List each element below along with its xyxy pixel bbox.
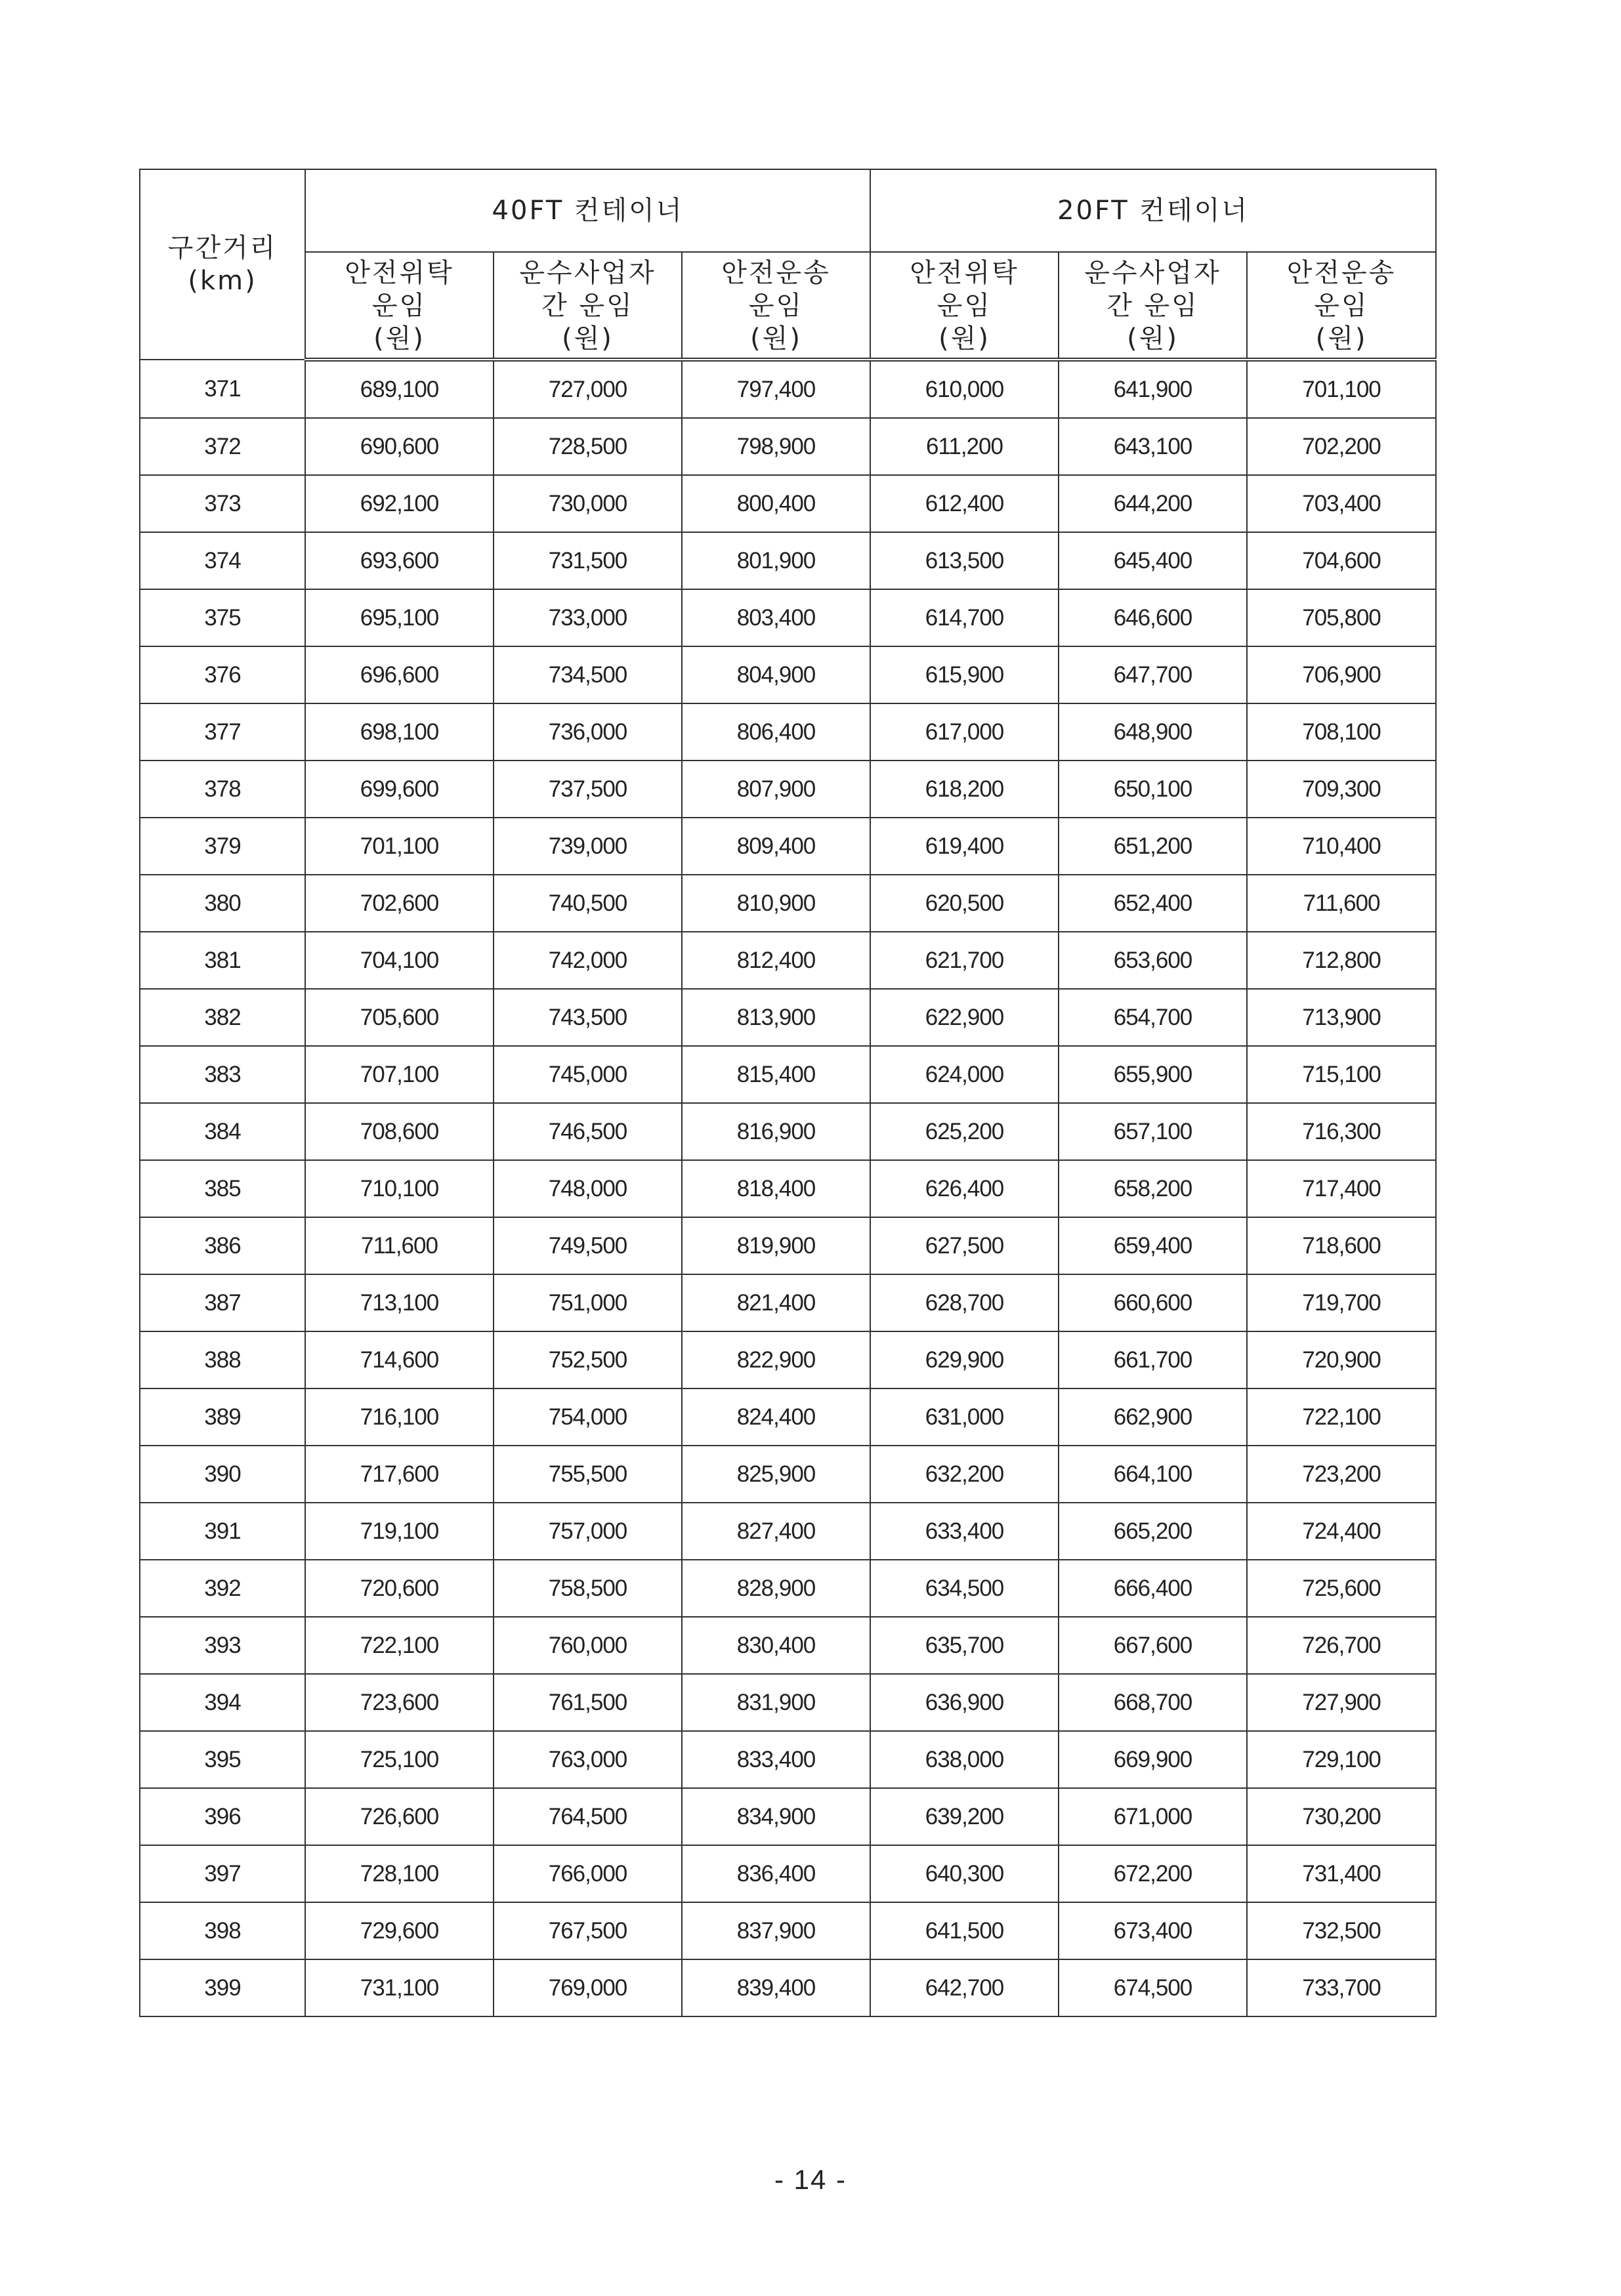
table-row <box>140 1217 1436 1274</box>
cell-40ft-consign: 722,100 <box>305 1617 494 1674</box>
cell-40ft-operator: 766,000 <box>494 1845 682 1902</box>
table-row <box>140 1902 1436 1959</box>
cell-20ft-operator: 658,200 <box>1059 1160 1247 1217</box>
cell-20ft-operator: 671,000 <box>1059 1788 1247 1845</box>
cell-40ft-consign: 689,100 <box>305 360 494 418</box>
cell-20ft-consign: 614,700 <box>870 589 1059 646</box>
cell-20ft-consign: 627,500 <box>870 1217 1059 1274</box>
cell-40ft-consign: 714,600 <box>305 1331 494 1388</box>
table-row <box>140 1731 1436 1788</box>
cell-20ft-operator: 667,600 <box>1059 1617 1247 1674</box>
cell-20ft-consign: 619,400 <box>870 818 1059 875</box>
cell-20ft-consign: 632,200 <box>870 1446 1059 1503</box>
cell-distance-km: 386 <box>140 1217 305 1274</box>
cell-20ft-consign: 612,400 <box>870 475 1059 532</box>
cell-40ft-operator: 737,500 <box>494 761 682 818</box>
cell-40ft-operator: 769,000 <box>494 1959 682 2016</box>
cell-40ft-transport: 818,400 <box>682 1160 870 1217</box>
cell-40ft-consign: 726,600 <box>305 1788 494 1845</box>
cell-20ft-consign: 642,700 <box>870 1959 1059 2016</box>
cell-20ft-transport: 725,600 <box>1247 1560 1436 1617</box>
cell-distance-km: 389 <box>140 1388 305 1446</box>
cell-20ft-consign: 629,900 <box>870 1331 1059 1388</box>
cell-40ft-operator: 730,000 <box>494 475 682 532</box>
cell-40ft-transport: 797,400 <box>682 360 870 418</box>
table-row <box>140 1503 1436 1560</box>
cell-20ft-transport: 726,700 <box>1247 1617 1436 1674</box>
cell-40ft-operator: 748,000 <box>494 1160 682 1217</box>
table-body <box>140 360 1436 2016</box>
cell-distance-km: 398 <box>140 1902 305 1959</box>
cell-20ft-transport: 715,100 <box>1247 1046 1436 1103</box>
cell-40ft-transport: 806,400 <box>682 703 870 761</box>
cell-40ft-operator: 754,000 <box>494 1388 682 1446</box>
cell-20ft-transport: 703,400 <box>1247 475 1436 532</box>
cell-distance-km: 390 <box>140 1446 305 1503</box>
cell-40ft-transport: 810,900 <box>682 875 870 932</box>
cell-20ft-transport: 709,300 <box>1247 761 1436 818</box>
cell-40ft-transport: 798,900 <box>682 418 870 475</box>
cell-40ft-operator: 751,000 <box>494 1274 682 1331</box>
cell-40ft-transport: 813,900 <box>682 989 870 1046</box>
cell-20ft-consign: 625,200 <box>870 1103 1059 1160</box>
table-row <box>140 589 1436 646</box>
cell-40ft-transport: 834,900 <box>682 1788 870 1845</box>
cell-40ft-transport: 809,400 <box>682 818 870 875</box>
cell-20ft-operator: 651,200 <box>1059 818 1247 875</box>
cell-40ft-consign: 717,600 <box>305 1446 494 1503</box>
cell-20ft-transport: 731,400 <box>1247 1845 1436 1902</box>
cell-40ft-consign: 710,100 <box>305 1160 494 1217</box>
cell-20ft-operator: 654,700 <box>1059 989 1247 1046</box>
cell-20ft-operator: 645,400 <box>1059 532 1247 589</box>
table-row <box>140 1274 1436 1331</box>
table-row <box>140 989 1436 1046</box>
cell-40ft-consign: 708,600 <box>305 1103 494 1160</box>
cell-distance-km: 384 <box>140 1103 305 1160</box>
cell-distance-km: 395 <box>140 1731 305 1788</box>
cell-20ft-consign: 635,700 <box>870 1617 1059 1674</box>
cell-20ft-operator: 659,400 <box>1059 1217 1247 1274</box>
table-row <box>140 1845 1436 1902</box>
cell-20ft-consign: 626,400 <box>870 1160 1059 1217</box>
cell-40ft-operator: 736,000 <box>494 703 682 761</box>
cell-40ft-operator: 752,500 <box>494 1331 682 1388</box>
cell-40ft-consign: 698,100 <box>305 703 494 761</box>
cell-20ft-operator: 662,900 <box>1059 1388 1247 1446</box>
cell-20ft-operator: 652,400 <box>1059 875 1247 932</box>
cell-20ft-operator: 664,100 <box>1059 1446 1247 1503</box>
table-row <box>140 1617 1436 1674</box>
cell-distance-km: 377 <box>140 703 305 761</box>
rate-table <box>139 169 1437 2017</box>
table-row <box>140 875 1436 932</box>
cell-20ft-operator: 648,900 <box>1059 703 1247 761</box>
cell-20ft-transport: 706,900 <box>1247 646 1436 703</box>
cell-20ft-transport: 730,200 <box>1247 1788 1436 1845</box>
cell-distance-km: 399 <box>140 1959 305 2016</box>
table-row <box>140 1560 1436 1617</box>
cell-distance-km: 383 <box>140 1046 305 1103</box>
cell-40ft-consign: 695,100 <box>305 589 494 646</box>
cell-distance-km: 371 <box>140 360 305 418</box>
cell-20ft-consign: 640,300 <box>870 1845 1059 1902</box>
cell-40ft-consign: 701,100 <box>305 818 494 875</box>
cell-40ft-operator: 755,500 <box>494 1446 682 1503</box>
cell-distance-km: 396 <box>140 1788 305 1845</box>
cell-20ft-operator: 673,400 <box>1059 1902 1247 1959</box>
cell-20ft-consign: 628,700 <box>870 1274 1059 1331</box>
cell-40ft-operator: 764,500 <box>494 1788 682 1845</box>
cell-40ft-operator: 740,500 <box>494 875 682 932</box>
cell-20ft-consign: 638,000 <box>870 1731 1059 1788</box>
cell-20ft-operator: 661,700 <box>1059 1331 1247 1388</box>
cell-20ft-operator: 647,700 <box>1059 646 1247 703</box>
cell-20ft-consign: 621,700 <box>870 932 1059 989</box>
cell-40ft-transport: 837,900 <box>682 1902 870 1959</box>
cell-distance-km: 393 <box>140 1617 305 1674</box>
cell-40ft-operator: 728,500 <box>494 418 682 475</box>
cell-20ft-transport: 718,600 <box>1247 1217 1436 1274</box>
cell-20ft-transport: 720,900 <box>1247 1331 1436 1388</box>
cell-40ft-consign: 690,600 <box>305 418 494 475</box>
cell-distance-km: 388 <box>140 1331 305 1388</box>
cell-40ft-transport: 821,400 <box>682 1274 870 1331</box>
table-row <box>140 932 1436 989</box>
cell-distance-km: 373 <box>140 475 305 532</box>
cell-20ft-operator: 660,600 <box>1059 1274 1247 1331</box>
cell-20ft-consign: 624,000 <box>870 1046 1059 1103</box>
cell-40ft-operator: 727,000 <box>494 360 682 418</box>
cell-40ft-transport: 800,400 <box>682 475 870 532</box>
cell-20ft-operator: 666,400 <box>1059 1560 1247 1617</box>
cell-40ft-consign: 720,600 <box>305 1560 494 1617</box>
cell-20ft-consign: 613,500 <box>870 532 1059 589</box>
table-row <box>140 646 1436 703</box>
cell-20ft-operator: 650,100 <box>1059 761 1247 818</box>
cell-40ft-operator: 760,000 <box>494 1617 682 1674</box>
cell-20ft-consign: 620,500 <box>870 875 1059 932</box>
cell-40ft-transport: 822,900 <box>682 1331 870 1388</box>
table-row <box>140 1331 1436 1388</box>
cell-20ft-operator: 641,900 <box>1059 360 1247 418</box>
cell-40ft-transport: 819,900 <box>682 1217 870 1274</box>
cell-40ft-operator: 758,500 <box>494 1560 682 1617</box>
cell-20ft-transport: 716,300 <box>1247 1103 1436 1160</box>
cell-20ft-transport: 732,500 <box>1247 1902 1436 1959</box>
cell-40ft-consign: 702,600 <box>305 875 494 932</box>
header-distance <box>140 169 305 360</box>
table-row <box>140 1103 1436 1160</box>
cell-20ft-consign: 617,000 <box>870 703 1059 761</box>
cell-40ft-transport: 830,400 <box>682 1617 870 1674</box>
cell-20ft-operator: 644,200 <box>1059 475 1247 532</box>
table-row <box>140 475 1436 532</box>
cell-40ft-consign: 707,100 <box>305 1046 494 1103</box>
header-distance-label: 구간거리 <box>167 233 278 263</box>
cell-20ft-transport: 710,400 <box>1247 818 1436 875</box>
table-row <box>140 1788 1436 1845</box>
cell-40ft-transport: 828,900 <box>682 1560 870 1617</box>
cell-20ft-consign: 611,200 <box>870 418 1059 475</box>
cell-20ft-transport: 708,100 <box>1247 703 1436 761</box>
cell-20ft-operator: 655,900 <box>1059 1046 1247 1103</box>
cell-40ft-transport: 803,400 <box>682 589 870 646</box>
cell-40ft-consign: 729,600 <box>305 1902 494 1959</box>
cell-distance-km: 380 <box>140 875 305 932</box>
cell-20ft-consign: 618,200 <box>870 761 1059 818</box>
cell-20ft-consign: 636,900 <box>870 1674 1059 1731</box>
cell-40ft-transport: 831,900 <box>682 1674 870 1731</box>
page-number: - 14 - <box>774 2164 847 2195</box>
cell-distance-km: 381 <box>140 932 305 989</box>
cell-40ft-transport: 816,900 <box>682 1103 870 1160</box>
cell-20ft-transport: 702,200 <box>1247 418 1436 475</box>
table-row <box>140 1160 1436 1217</box>
cell-distance-km: 392 <box>140 1560 305 1617</box>
table-header <box>140 169 1436 360</box>
cell-20ft-operator: 657,100 <box>1059 1103 1247 1160</box>
cell-distance-km: 391 <box>140 1503 305 1560</box>
header-20ft-consign-rate: 안전위탁 운임 (원) <box>870 252 1059 360</box>
cell-20ft-transport: 705,800 <box>1247 589 1436 646</box>
cell-40ft-operator: 742,000 <box>494 932 682 989</box>
header-40ft-operator-rate: 운수사업자 간 운임 (원) <box>494 252 682 360</box>
cell-20ft-operator: 643,100 <box>1059 418 1247 475</box>
cell-40ft-operator: 733,000 <box>494 589 682 646</box>
cell-distance-km: 387 <box>140 1274 305 1331</box>
table-row <box>140 1674 1436 1731</box>
cell-40ft-consign: 719,100 <box>305 1503 494 1560</box>
cell-40ft-operator: 743,500 <box>494 989 682 1046</box>
cell-20ft-transport: 712,800 <box>1247 932 1436 989</box>
cell-40ft-transport: 807,900 <box>682 761 870 818</box>
table-row <box>140 703 1436 761</box>
cell-20ft-operator: 646,600 <box>1059 589 1247 646</box>
table-row <box>140 761 1436 818</box>
cell-distance-km: 378 <box>140 761 305 818</box>
cell-40ft-consign: 704,100 <box>305 932 494 989</box>
cell-40ft-consign: 711,600 <box>305 1217 494 1274</box>
cell-40ft-operator: 763,000 <box>494 1731 682 1788</box>
header-group-20ft: 20FT 컨테이너 <box>870 169 1436 252</box>
cell-20ft-operator: 668,700 <box>1059 1674 1247 1731</box>
cell-40ft-consign: 692,100 <box>305 475 494 532</box>
table-row <box>140 418 1436 475</box>
cell-40ft-transport: 812,400 <box>682 932 870 989</box>
header-20ft-operator-rate: 운수사업자 간 운임 (원) <box>1059 252 1247 360</box>
cell-40ft-operator: 745,000 <box>494 1046 682 1103</box>
cell-20ft-transport: 711,600 <box>1247 875 1436 932</box>
cell-40ft-operator: 749,500 <box>494 1217 682 1274</box>
table-row <box>140 1388 1436 1446</box>
table-row <box>140 532 1436 589</box>
cell-20ft-transport: 701,100 <box>1247 360 1436 418</box>
table-row <box>140 360 1436 418</box>
cell-40ft-transport: 839,400 <box>682 1959 870 2016</box>
cell-distance-km: 372 <box>140 418 305 475</box>
cell-20ft-transport: 724,400 <box>1247 1503 1436 1560</box>
cell-distance-km: 382 <box>140 989 305 1046</box>
cell-20ft-transport: 733,700 <box>1247 1959 1436 2016</box>
cell-20ft-transport: 723,200 <box>1247 1446 1436 1503</box>
header-distance-unit: (km) <box>188 266 257 296</box>
cell-20ft-operator: 653,600 <box>1059 932 1247 989</box>
cell-40ft-operator: 739,000 <box>494 818 682 875</box>
cell-20ft-consign: 610,000 <box>870 360 1059 418</box>
cell-distance-km: 379 <box>140 818 305 875</box>
cell-40ft-operator: 761,500 <box>494 1674 682 1731</box>
table-row <box>140 1959 1436 2016</box>
cell-40ft-transport: 824,400 <box>682 1388 870 1446</box>
cell-40ft-operator: 746,500 <box>494 1103 682 1160</box>
cell-distance-km: 375 <box>140 589 305 646</box>
cell-40ft-transport: 833,400 <box>682 1731 870 1788</box>
header-40ft-transport-rate: 안전운송 운임 (원) <box>682 252 870 360</box>
cell-40ft-consign: 723,600 <box>305 1674 494 1731</box>
cell-20ft-operator: 672,200 <box>1059 1845 1247 1902</box>
cell-40ft-operator: 734,500 <box>494 646 682 703</box>
table-row <box>140 1446 1436 1503</box>
cell-20ft-consign: 641,500 <box>870 1902 1059 1959</box>
cell-40ft-transport: 815,400 <box>682 1046 870 1103</box>
cell-40ft-operator: 767,500 <box>494 1902 682 1959</box>
cell-40ft-consign: 693,600 <box>305 532 494 589</box>
cell-20ft-transport: 729,100 <box>1247 1731 1436 1788</box>
cell-distance-km: 397 <box>140 1845 305 1902</box>
cell-20ft-transport: 719,700 <box>1247 1274 1436 1331</box>
cell-40ft-consign: 731,100 <box>305 1959 494 2016</box>
cell-20ft-consign: 633,400 <box>870 1503 1059 1560</box>
cell-20ft-transport: 722,100 <box>1247 1388 1436 1446</box>
cell-40ft-operator: 757,000 <box>494 1503 682 1560</box>
cell-20ft-transport: 717,400 <box>1247 1160 1436 1217</box>
cell-40ft-transport: 825,900 <box>682 1446 870 1503</box>
cell-distance-km: 374 <box>140 532 305 589</box>
cell-40ft-consign: 696,600 <box>305 646 494 703</box>
cell-40ft-operator: 731,500 <box>494 532 682 589</box>
header-group-40ft: 40FT 컨테이너 <box>305 169 870 252</box>
cell-40ft-consign: 728,100 <box>305 1845 494 1902</box>
cell-20ft-consign: 631,000 <box>870 1388 1059 1446</box>
cell-20ft-operator: 674,500 <box>1059 1959 1247 2016</box>
cell-40ft-transport: 804,900 <box>682 646 870 703</box>
header-20ft-transport-rate: 안전운송 운임 (원) <box>1247 252 1436 360</box>
cell-40ft-consign: 699,600 <box>305 761 494 818</box>
cell-20ft-consign: 639,200 <box>870 1788 1059 1845</box>
cell-20ft-consign: 634,500 <box>870 1560 1059 1617</box>
cell-40ft-consign: 725,100 <box>305 1731 494 1788</box>
cell-40ft-transport: 827,400 <box>682 1503 870 1560</box>
table-row <box>140 818 1436 875</box>
cell-20ft-transport: 713,900 <box>1247 989 1436 1046</box>
cell-distance-km: 376 <box>140 646 305 703</box>
cell-20ft-operator: 669,900 <box>1059 1731 1247 1788</box>
cell-20ft-transport: 704,600 <box>1247 532 1436 589</box>
cell-distance-km: 385 <box>140 1160 305 1217</box>
cell-20ft-operator: 665,200 <box>1059 1503 1247 1560</box>
cell-20ft-transport: 727,900 <box>1247 1674 1436 1731</box>
table-row <box>140 1046 1436 1103</box>
cell-40ft-consign: 705,600 <box>305 989 494 1046</box>
cell-20ft-consign: 622,900 <box>870 989 1059 1046</box>
cell-40ft-transport: 801,900 <box>682 532 870 589</box>
cell-40ft-consign: 713,100 <box>305 1274 494 1331</box>
cell-40ft-transport: 836,400 <box>682 1845 870 1902</box>
cell-20ft-consign: 615,900 <box>870 646 1059 703</box>
cell-distance-km: 394 <box>140 1674 305 1731</box>
cell-40ft-consign: 716,100 <box>305 1388 494 1446</box>
header-40ft-consign-rate: 안전위탁 운임 (원) <box>305 252 494 360</box>
